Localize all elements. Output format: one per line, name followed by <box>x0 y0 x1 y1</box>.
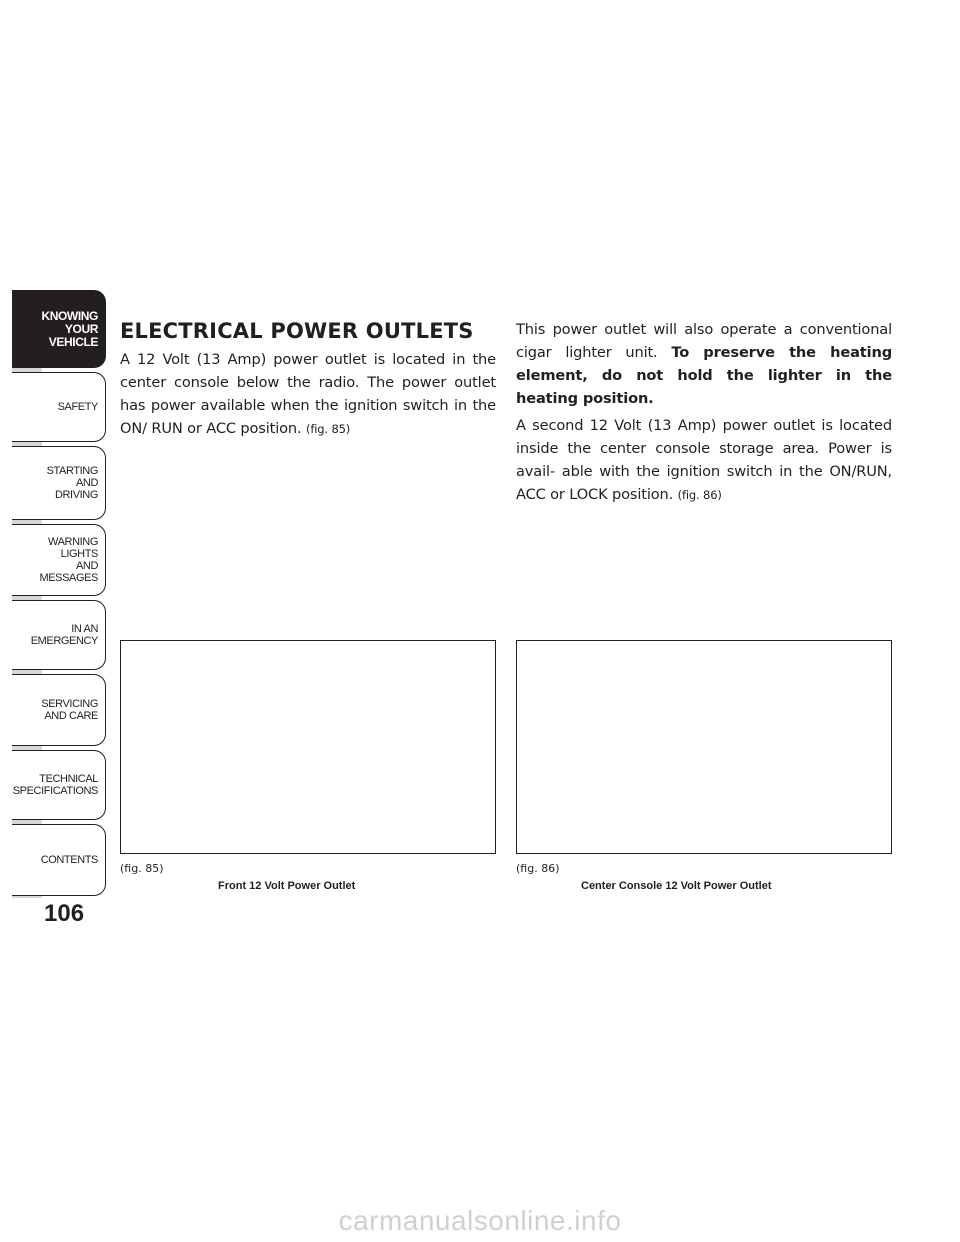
tab-label: TECHNICAL SPECIFICATIONS <box>12 773 98 797</box>
figure-reference-86[interactable]: (fig. 86) <box>677 488 722 502</box>
tab-label: CONTENTS <box>40 854 98 866</box>
tab-safety[interactable] <box>12 372 106 442</box>
tab-label: SAFETY <box>57 401 98 413</box>
right-paragraph-2 <box>516 414 892 507</box>
tab-in-an-emergency[interactable] <box>12 600 106 670</box>
figure-85-label: (fig. 85) <box>120 862 164 875</box>
figure-86-label: (fig. 86) <box>516 862 560 875</box>
left-paragraph-text: A 12 Volt (13 Amp) power outlet is located in the center console below the radio. The power outlet has power available when the ignition switch in the ON/ RUN or ACC position. <box>120 351 496 437</box>
tab-label: IN AN EMERGENCY <box>30 623 98 647</box>
tab-warning-lights-and-messages[interactable] <box>12 524 106 596</box>
left-paragraph <box>120 348 496 441</box>
figure-reference-85[interactable]: (fig. 85) <box>306 422 351 436</box>
warning-note: To preserve the heating element, do not hold the lighter in the heating position. <box>516 344 893 407</box>
tab-technical-specifications[interactable] <box>12 750 106 820</box>
page-number: 106 <box>44 900 85 927</box>
right-paragraph-1 <box>516 318 892 410</box>
section-title: ELECTRICAL POWER OUTLETS <box>120 319 474 343</box>
watermark: carmanualsonline.info <box>338 1205 622 1236</box>
tab-label: STARTING AND DRIVING <box>46 465 98 501</box>
tab-servicing-and-care[interactable] <box>12 674 106 746</box>
figure-85-image <box>120 640 496 854</box>
left-column <box>120 318 496 445</box>
tab-label: KNOWING YOUR VEHICLE <box>41 308 98 349</box>
tab-label: WARNING LIGHTS AND MESSAGES <box>39 536 98 584</box>
figure-86-image <box>516 640 892 854</box>
right-paragraph-1-text: This power outlet will also operate a conventional cigar lighter unit. <box>516 321 892 361</box>
right-paragraph-2-text: A second 12 Volt (13 Amp) power outlet is located inside the center console storage area. Power is avail- able with the ignition switch in the ON/RUN, ACC or LOCK position. <box>516 417 892 503</box>
figure-86-caption: Center Console 12 Volt Power Outlet <box>581 880 772 892</box>
tab-knowing-your-vehicle[interactable] <box>12 290 106 368</box>
tab-label: SERVICING AND CARE <box>41 698 98 722</box>
right-column <box>516 318 892 511</box>
figure-85-caption: Front 12 Volt Power Outlet <box>218 880 356 892</box>
chapter-tabs <box>12 290 108 898</box>
tab-contents[interactable] <box>12 824 106 896</box>
tab-starting-and-driving[interactable] <box>12 446 106 520</box>
